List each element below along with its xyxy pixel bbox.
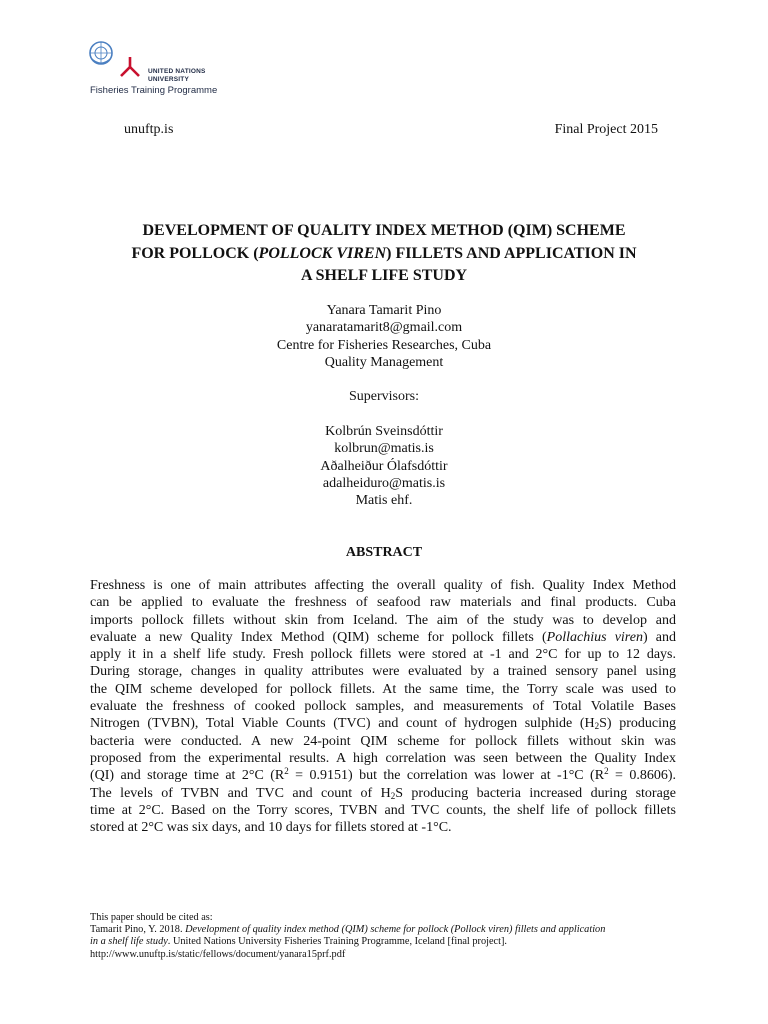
supervisor-affiliation: Matis ehf. [355,493,413,509]
unu-logo-mark-icon [119,56,141,78]
abstract-line: Freshness is one of main attributes affecting the overall quality of fish. Quality Index Method [90,578,676,593]
header-website: unuftp.is [124,122,174,137]
subscript: 2 [594,721,600,732]
citation-line-1 [90,924,680,936]
abstract-text: = 0.8606). [608,768,676,784]
citation-block [90,912,680,961]
abstract-line [90,767,676,784]
citation-title-cont: in a shelf life study [90,936,168,948]
abstract-line: bacteria were conducted. A new 24-point QIM scheme for pollock fillets without skin was [90,733,676,749]
abstract-body [90,577,676,836]
subscript: 2 [390,790,396,801]
abstract-text: evaluate a new Quality Index Method (QIM) scheme for pollock fillets ( [90,629,547,645]
header-project-year: Final Project 2015 [554,122,658,137]
org-line-1: UNITED NATIONS [148,68,206,75]
title-line-2-post: ) FILLETS AND APPLICATION IN [386,244,637,262]
unu-ftp-logo [88,40,228,98]
abstract-line: proposed from the experimental results. A high correlation was seen between the Quality Index [90,750,676,766]
citation-line-2 [90,936,680,948]
title-species-name: POLLOCK VIREN [258,244,387,262]
abstract-text: = 0.9151) but the correlation was lower at -1°C (R [288,768,605,784]
abstract-line: stored at 2°C was six days, and 10 days for fillets stored at -1°C. [90,820,452,836]
supervisor-1-name: Kolbrún Sveinsdóttir [325,424,443,440]
organization-name [148,68,206,84]
citation-title: Development of quality index method (QIM) scheme for pollock (Pollock viren) fillets and application [185,924,606,936]
abstract-line [90,715,676,732]
supervisor-2-name: Aðalheiður Ólafsdóttir [320,458,448,474]
citation-author: Tamarit Pino, Y. 2018. [90,924,186,936]
citation-intro: This paper should be cited as: [90,912,213,923]
citation-publisher: . United Nations University Fisheries Training Programme, Iceland [final project]. [167,936,507,948]
author-department: Quality Management [324,354,444,370]
abstract-line [90,785,676,802]
title-line-2-pre: FOR POLLOCK ( [131,244,259,262]
abstract-line: evaluate the freshness of cooked pollock samples, and measurements of Total Volatile Bases [90,699,676,715]
abstract-line: apply it in a shelf life study. Fresh pollock fillets were stored at -1 and 2°C for up to 12 days. [90,647,676,663]
abstract-text: ) and [642,629,676,645]
abstract-line: During storage, changes in quality attributes were evaluated by a trained sensory panel using [90,664,676,680]
title-line-3: A SHELF LIFE STUDY [300,267,468,284]
abstract-heading: ABSTRACT [345,545,423,560]
org-line-2: UNIVERSITY [148,76,190,83]
superscript: 2 [604,766,609,777]
abstract-line: the QIM scheme developed for pollock fillets. At the same time, the Torry scale was used to [90,681,676,697]
abstract-line: can be applied to evaluate the freshness of seafood raw materials and final products. Cuba [90,595,676,611]
supervisors-heading: Supervisors: [349,389,419,405]
supervisor-1-email[interactable]: kolbrun@matis.is [334,441,434,457]
abstract-line: imports pollock fillets without skin from Iceland. The aim of the study was to develop and [90,612,676,628]
superscript: 2 [284,766,289,777]
abstract-text: (QI) and storage time at 2°C (R [90,768,285,784]
title-line-1: DEVELOPMENT OF QUALITY INDEX METHOD (QIM) SCHEME [142,222,626,239]
programme-name: Fisheries Training Programme [90,85,218,96]
paper-title [60,220,708,288]
abstract-text: Nitrogen (TVBN), Total Viable Counts (TVC) and count of hydrogen sulphide (H [90,716,595,732]
un-emblem-icon [88,40,114,66]
abstract-text: S) producing [599,716,677,732]
abstract-text: S producing bacteria increased during storage [395,785,676,801]
title-line-2 [60,243,708,266]
species-name-italic: Pollachius viren [546,629,643,645]
author-institution: Centre for Fisheries Researches, Cuba [276,337,492,353]
abstract-line [90,629,676,646]
author-name: Yanara Tamarit Pino [326,303,442,318]
citation-url[interactable]: http://www.unuftp.is/static/fellows/document/yanara15prf.pdf [90,948,346,960]
author-email[interactable]: yanaratamarit8@gmail.com [305,320,463,336]
abstract-line: time at 2°C. Based on the Torry scores, TVBN and TVC counts, the shelf life of pollock fillets [90,802,676,818]
author-block [120,302,648,510]
supervisor-2-email[interactable]: adalheiduro@matis.is [322,475,446,491]
abstract-text: The levels of TVBN and TVC and count of H [90,785,391,801]
